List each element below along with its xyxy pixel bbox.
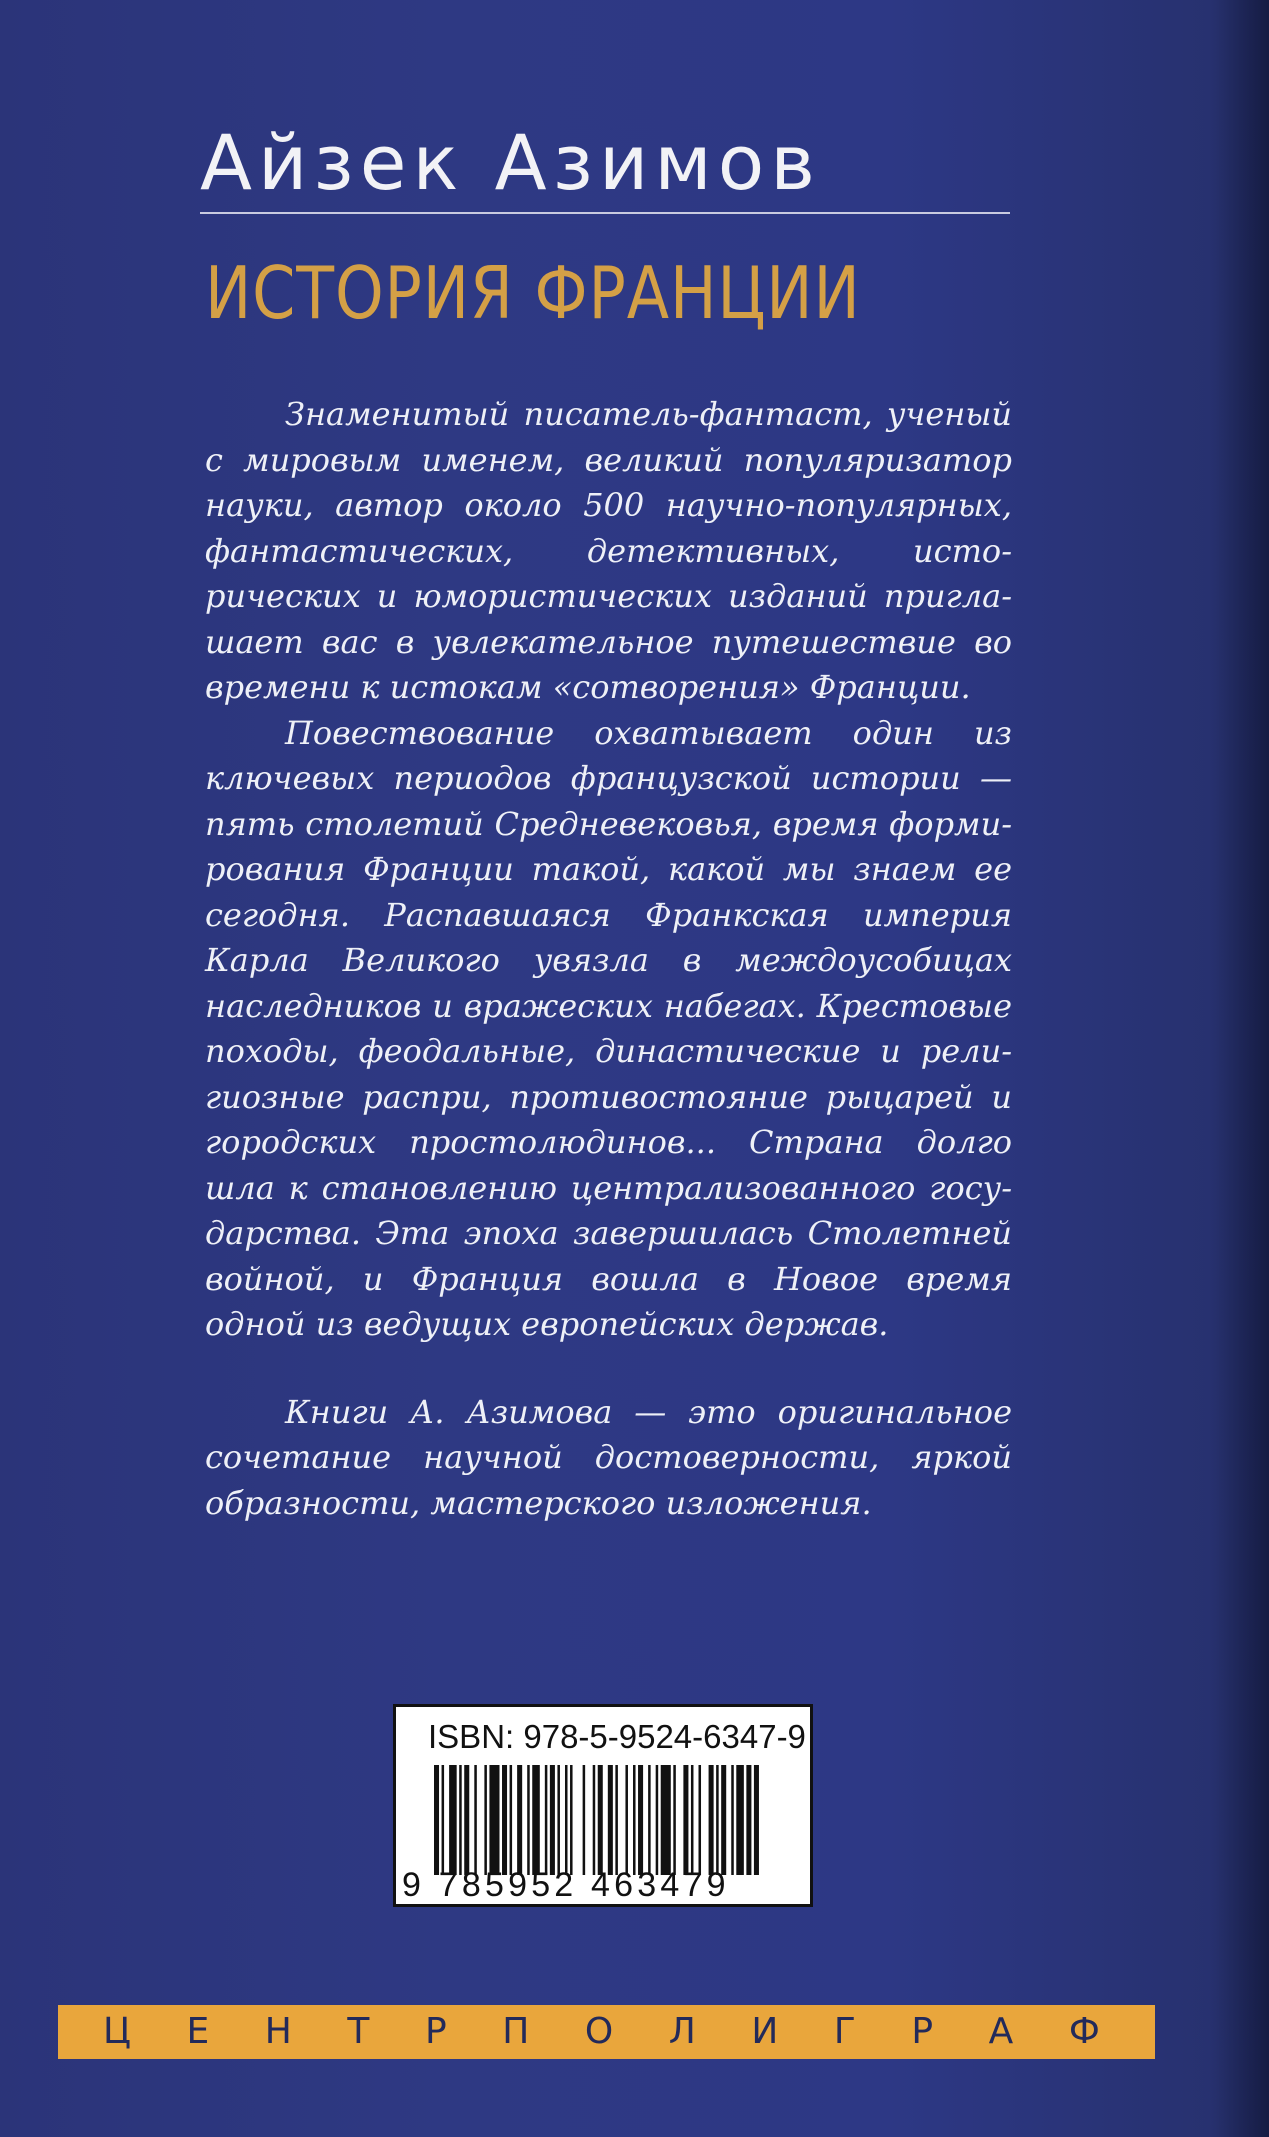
barcode-box: [393, 1704, 813, 1907]
barcode-bar: [565, 1765, 568, 1875]
barcode-bar: [489, 1765, 499, 1875]
barcode-bar: [527, 1765, 530, 1875]
publisher-letter: О: [584, 2011, 614, 2052]
barcode-bar: [721, 1765, 726, 1875]
publisher-letter: А: [988, 2011, 1014, 2052]
barcode-bar: [532, 1765, 540, 1875]
blurb-paragraph-2: Повествование охватывает один из ключевых периодов французской истории — пять столетий Средневековья, время формирования Франции такой, какой мы знаем ее сегодня. Распавшаяся Франкская империя Карла Великого увязла в междоусобицах наследников и вражеских набегах. Крестовые походы, феодальные, династические и религиозные распри, противостояние рыцарей и городских простолюдинов... Страна долго шла к становлению централизованного государства. Эта эпоха завершилась Столетней войной, и Франция вошла в Новое время одной из ведущих европейских держав.: [205, 713, 1012, 1343]
barcode-bar: [661, 1765, 671, 1875]
barcode-bar: [615, 1765, 618, 1875]
barcode-bar: [625, 1765, 628, 1875]
barcode-bar: [731, 1765, 734, 1875]
barcode-bar: [709, 1765, 714, 1875]
publisher-letter: И: [751, 2011, 779, 2052]
barcode-bar: [502, 1765, 507, 1875]
author-underline: [200, 212, 1010, 214]
publisher-letter: П: [502, 2011, 530, 2052]
barcode-bar: [434, 1765, 439, 1875]
barcode-bar: [464, 1765, 469, 1875]
book-title: ИСТОРИЯ ФРАНЦИИ: [205, 251, 861, 335]
barcode-bar: [673, 1765, 676, 1875]
barcode-bar: [474, 1765, 477, 1875]
publisher-letter: Г: [833, 2011, 856, 2052]
barcode-bar: [638, 1765, 643, 1875]
barcode-bars: [434, 1765, 764, 1875]
blurb-paragraph-3: Книги А. Азимова — это оригинальное сочетание научной достоверности, яркой образности, мастерского изложения.: [205, 1392, 1012, 1522]
ean-digits: 9 785952 463479: [402, 1866, 730, 1904]
publisher-letter: Т: [347, 2011, 370, 2052]
barcode-bar: [449, 1765, 457, 1875]
barcode-bar: [459, 1765, 462, 1875]
barcode-bar: [557, 1765, 560, 1875]
barcode-bar: [716, 1765, 719, 1875]
barcode-bar: [633, 1765, 636, 1875]
barcode-bar: [746, 1765, 751, 1875]
blurb-paragraph-1: Знаменитый писатель-фантаст, ученый с мировым именем, великий популяризатор науки, автор около 500 научно-популярных, фантастических, детективных, исторических и юмористических изданий приглашает вас в увлекательное путешествие во времени к истокам «сотворения» Франции.: [205, 395, 1012, 706]
barcode-bar: [550, 1765, 555, 1875]
publisher-letter: Ф: [1068, 2011, 1100, 2052]
barcode-bar: [442, 1765, 445, 1875]
barcode-bar: [736, 1765, 744, 1875]
publisher-letter: Р: [911, 2011, 934, 2052]
publisher-letter: Ц: [103, 2011, 131, 2052]
barcode-bar: [517, 1765, 522, 1875]
publisher-letter: Р: [424, 2011, 447, 2052]
barcode-bar: [699, 1765, 702, 1875]
publisher-band: [58, 2005, 1155, 2059]
barcode-bar: [608, 1765, 613, 1875]
spine-shadow: [1209, 0, 1269, 2137]
barcode-bar: [583, 1765, 586, 1875]
barcode-bar: [598, 1765, 603, 1875]
barcode-bar: [754, 1765, 759, 1875]
isbn-label: ISBN: 978-5-9524-6347-9: [428, 1718, 806, 1755]
barcode-bar: [570, 1765, 573, 1875]
barcode-bar: [593, 1765, 596, 1875]
barcode-bar: [683, 1765, 688, 1875]
barcode-bar: [484, 1765, 487, 1875]
blurb: [205, 392, 1012, 1526]
barcode-bar: [656, 1765, 659, 1875]
author-name: Айзек Азимов: [200, 118, 822, 207]
publisher-letter: Е: [186, 2011, 210, 2052]
barcode-bar: [691, 1765, 694, 1875]
barcode-bar: [648, 1765, 651, 1875]
barcode-bar: [510, 1765, 513, 1875]
publisher-letter: Н: [264, 2011, 292, 2052]
publisher-letter: Л: [668, 2011, 696, 2052]
barcode-bar: [545, 1765, 548, 1875]
